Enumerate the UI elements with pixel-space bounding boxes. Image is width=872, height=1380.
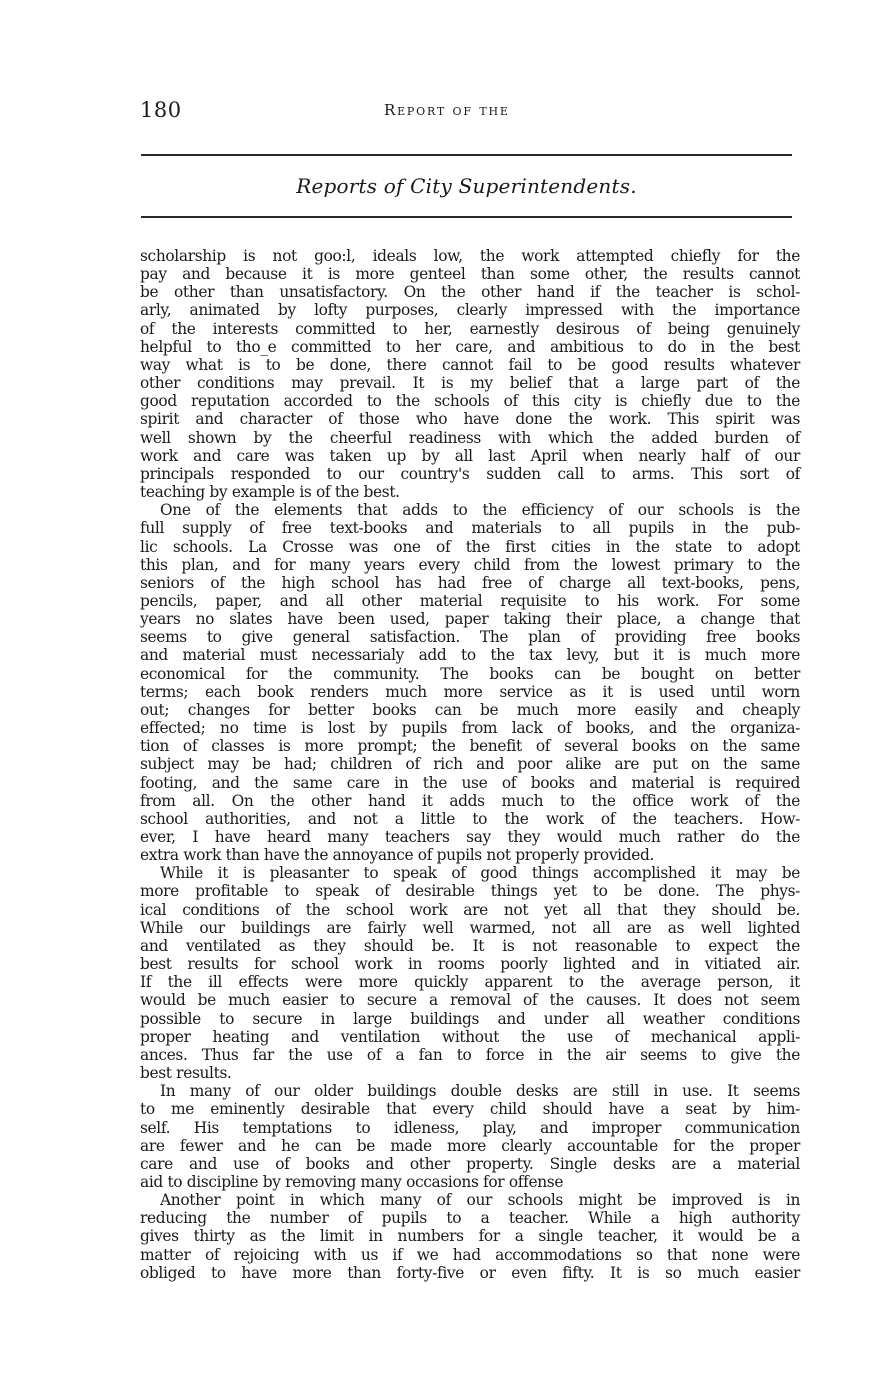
paragraph-first-line: Another point in which many of our schools might be improved is in [160,1191,800,1210]
text-line: effected; no time is lost by pupils from lack of books, and the organiza- [140,719,800,738]
text-line: aid to discipline by removing many occasions for offense [140,1172,564,1191]
body-text [140,247,800,1282]
text-line: ical conditions of the school work are not yet all that they should be. [140,900,800,919]
text-line: ever, I have heard many teachers say they would much rather do the [140,828,800,846]
text-line: out; changes for better books can be much more easily and cheaply [140,700,800,719]
text-line: economical for the community. The books can be bought on better [140,664,800,683]
text-line: years no slates have been used, paper taking their place, a change that [140,610,800,629]
text-line: matter of rejoicing with us if we had accommodations so that none were [140,1245,800,1264]
text-line: to me eminently desirable that every child should have a seat by him- [140,1100,800,1119]
text-line: possible to secure in large buildings and under all weather conditions [140,1009,800,1028]
text-line: helpful to tho_e committed to her care, and ambitious to do in the best [140,337,800,356]
header-rule-bottom [141,216,792,218]
paragraph-first-line: One of the elements that adds to the efficiency of our schools is the [160,501,800,520]
text-line: subject may be had; children of rich and poor alike are put on the same [140,755,800,774]
text-line: extra work than have the annoyance of pupils not properly provided. [140,846,655,865]
text-line: this plan, and for many years every child from the lowest primary to the [140,555,800,574]
text-line: other conditions may prevail. It is my belief that a large part of the [140,374,800,393]
text-line: best results for school work in rooms poorly lighted and in vitiated air. [140,955,800,974]
text-line: would be much easier to secure a removal of the causes. It does not seem [140,991,800,1010]
text-line: tion of classes is more prompt; the benefit of several books on the same [140,737,800,756]
text-line: scholarship is not goo:l, ideals low, the work attempted chiefly for the [140,247,800,265]
text-line: seniors of the high school has had free of charge all text-books, pens, [140,573,800,592]
text-line: ances. Thus far the use of a fan to force in the air seems to give the [140,1045,800,1064]
paragraph-first-line: In many of our older buildings double desks are still in use. It seems [160,1082,800,1101]
text-line: way what is to be done, there cannot fail to be good results whatever [140,355,800,374]
text-line: principals responded to our country's sudden call to arms. This sort of [140,464,800,483]
text-line: If the ill effects were more quickly apparent to the average person, it [140,973,800,992]
text-line: best results. [140,1064,232,1083]
text-line: terms; each book renders much more service as it is used until worn [140,682,800,701]
text-line: proper heating and ventilation without the use of mechanical appli- [140,1027,800,1046]
text-line: seems to give general satisfaction. The plan of providing free books [140,628,800,647]
paragraph-first-line: While it is pleasanter to speak of good things accomplished it may be [160,864,800,883]
text-line: are fewer and he can be made more clearly accountable for the proper [140,1136,800,1155]
text-line: reducing the number of pupils to a teacher. While a high authority [140,1209,800,1228]
text-line: footing, and the same care in the use of books and material is required [140,773,800,792]
text-line: arly, animated by lofty purposes, clearly impressed with the importance [140,301,800,320]
text-line: more profitable to speak of desirable things yet to be done. The phys- [140,882,800,901]
text-line: from all. On the other hand it adds much to the office work of the [140,791,800,810]
section-heading: Reports of City Superintendents. [296,174,637,198]
text-line: self. His temptations to idleness, play, and improper communication [140,1118,800,1137]
running-head: Report of the [384,101,510,119]
text-line: care and use of books and other property. Single desks are a material [140,1154,800,1173]
text-line: pay and because it is more genteel than some other, the results cannot [140,265,800,284]
text-line: full supply of free text-books and materials to all pupils in the pub- [140,519,800,538]
text-line: and material must necessarialy add to the tax levy, but it is much more [140,646,800,665]
text-line: work and care was taken up by all last April when nearly half of our [140,446,800,465]
text-line: teaching by example is of the best. [140,483,400,502]
text-line: school authorities, and not a little to the work of the teachers. How- [140,809,800,828]
header-rule-top [141,154,792,156]
text-line: While our buildings are fairly well warmed, not all are as well lighted [140,918,800,937]
page-number: 180 [140,98,182,122]
text-line: gives thirty as the limit in numbers for a single teacher, it would be a [140,1227,800,1246]
text-line: well shown by the cheerful readiness with which the added burden of [140,428,800,447]
text-line: be other than unsatisfactory. On the other hand if the teacher is schol- [140,283,800,302]
text-line: pencils, paper, and all other material requisite to his work. For some [140,591,800,610]
text-line: obliged to have more than forty-five or even fifty. It is so much easier [140,1263,800,1282]
text-line: and ventilated as they should be. It is not reasonable to expect the [140,936,800,955]
text-line: of the interests committed to her, earnestly desirous of being genuinely [140,319,800,338]
text-line: lic schools. La Crosse was one of the first cities in the state to adopt [140,537,800,556]
text-line: spirit and character of those who have done the work. This spirit was [140,410,800,429]
text-line: good reputation accorded to the schools of this city is chiefly due to the [140,392,800,411]
